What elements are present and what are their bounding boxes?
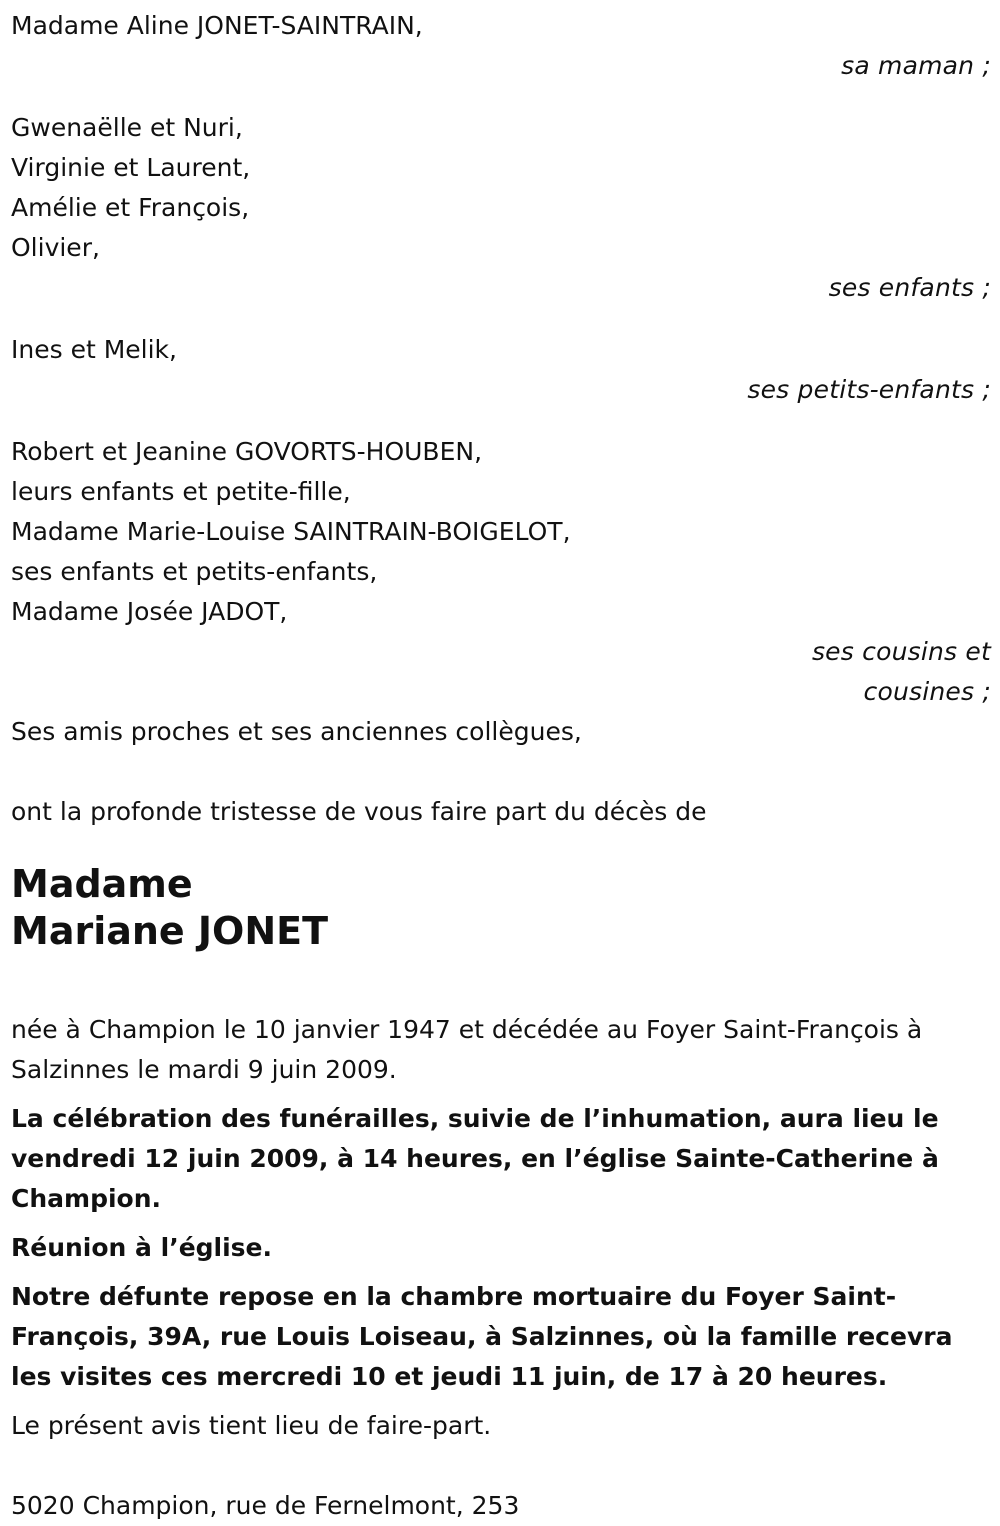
grandchildren-role: ses petits-enfants ; bbox=[747, 375, 991, 404]
child-line: Virginie et Laurent, bbox=[11, 153, 251, 182]
announcement-line: ont la profonde tristesse de vous faire part du décès de bbox=[11, 797, 707, 826]
deceased-name-block bbox=[11, 861, 991, 955]
birth-death-paragraph: née à Champion le 10 janvier 1947 et décédée au Foyer Saint-François à Salzinnes le mardi 9 juin 2009. bbox=[11, 1015, 923, 1084]
obituary-notice bbox=[11, 6, 991, 1526]
cousins-role-line1: ses cousins et bbox=[811, 637, 991, 666]
deceased-name: Mariane JONET bbox=[11, 909, 329, 953]
mother-section bbox=[11, 6, 991, 86]
child-line: Olivier, bbox=[11, 233, 100, 262]
grandchild-line: Ines et Melik, bbox=[11, 335, 177, 364]
cousin-line: ses enfants et petits-enfants, bbox=[11, 557, 378, 586]
deceased-title: Madame bbox=[11, 862, 193, 906]
visits-paragraph: Notre défunte repose en la chambre mortuaire du Foyer Saint-François, 39A, rue Louis Loiseau, à Salzinnes, où la famille recevra les visites ces mercredi 10 et jeudi 11 juin, de 17 à 20 heures. bbox=[11, 1282, 953, 1391]
cousin-line: Robert et Jeanine GOVORTS-HOUBEN, bbox=[11, 437, 483, 466]
friends-line: Ses amis proches et ses anciennes collègues, bbox=[11, 717, 582, 746]
grandchildren-section bbox=[11, 330, 991, 410]
funeral-paragraph: La célébration des funérailles, suivie de l’inhumation, aura lieu le vendredi 12 juin 2009, à 14 heures, en l’église Sainte-Catherine à Champion. bbox=[11, 1104, 939, 1213]
notice-paragraph: Le présent avis tient lieu de faire-part. bbox=[11, 1411, 492, 1440]
cousins-role-line2: cousines ; bbox=[863, 677, 991, 706]
meeting-paragraph: Réunion à l’église. bbox=[11, 1233, 273, 1262]
cousin-line: leurs enfants et petite-fille, bbox=[11, 477, 351, 506]
mother-name: Madame Aline JONET-SAINTRAIN, bbox=[11, 11, 423, 40]
address-line: 5020 Champion, rue de Fernelmont, 253 bbox=[11, 1491, 520, 1520]
children-role: ses enfants ; bbox=[828, 273, 991, 302]
child-line: Amélie et François, bbox=[11, 193, 250, 222]
cousins-section bbox=[11, 432, 991, 712]
children-section bbox=[11, 108, 991, 308]
cousin-line: Madame Josée JADOT, bbox=[11, 597, 288, 626]
mother-role: sa maman ; bbox=[841, 51, 991, 80]
child-line: Gwenaëlle et Nuri, bbox=[11, 113, 243, 142]
cousin-line: Madame Marie-Louise SAINTRAIN-BOIGELOT, bbox=[11, 517, 571, 546]
